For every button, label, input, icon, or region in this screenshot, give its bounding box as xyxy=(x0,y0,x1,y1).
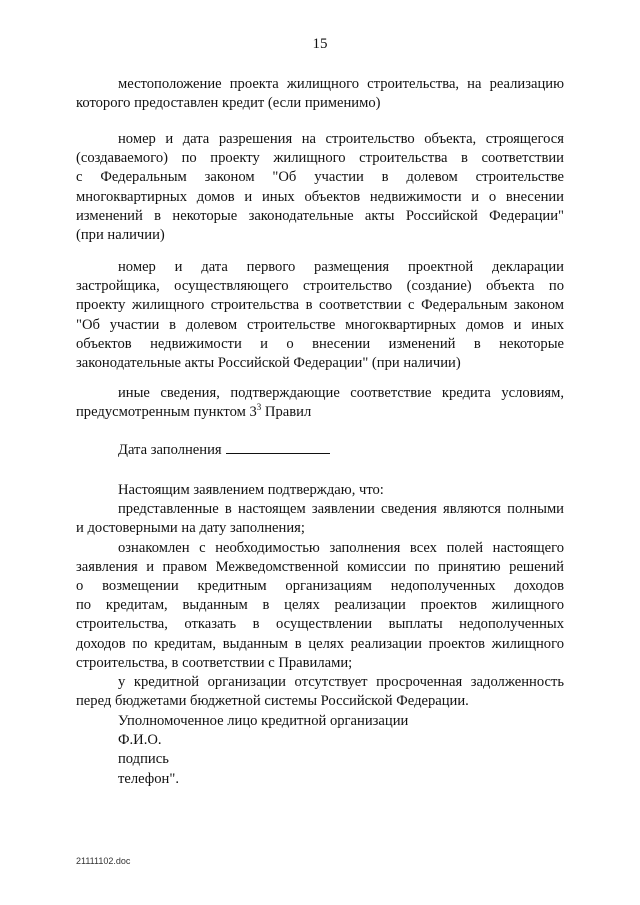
text-line: объектов недвижимости и о внесении изменений в некоторые xyxy=(76,335,564,352)
text-line: и достоверными на дату заполнения; xyxy=(76,520,305,537)
text-line: строительства, в соответствии с Правилами; xyxy=(76,654,353,671)
text-line: доходов по кредитам, выданным в целях реализации проектов жилищного xyxy=(76,635,564,652)
text-line: представленные в настоящем заявлении сведения являются полными xyxy=(118,501,564,518)
text-line: (создаваемого) по проекту жилищного строительства в соответствии xyxy=(76,150,564,167)
text-line: строительства, отказать в осуществлении выплаты недополученных xyxy=(76,616,564,633)
text-line: перед бюджетами бюджетной системы Российской Федерации. xyxy=(76,693,469,710)
text-line: номер и дата разрешения на строительство объекта, строящегося xyxy=(118,131,564,147)
authorized-person: Уполномоченное лицо кредитной организации xyxy=(118,713,409,729)
confirmation-intro: Настоящим заявлением подтверждаю, что: xyxy=(118,482,384,498)
text-line: иные сведения, подтверждающие соответствие кредита условиям, xyxy=(118,385,564,401)
date-label: Дата заполнения xyxy=(118,442,222,458)
text-line: местоположение проекта жилищного строительства, на реализацию xyxy=(118,76,564,92)
text-line: о возмещении кредитным организациям недополученных доходов xyxy=(76,578,564,595)
text-line: у кредитной организации отсутствует просроченная задолженность xyxy=(118,674,564,691)
phone-label: телефон". xyxy=(118,770,179,787)
fio-label: Ф.И.О. xyxy=(118,732,162,749)
text-fragment: Правил xyxy=(261,404,312,421)
text-line: заявления и правом Межведомственной комиссии по принятию решений xyxy=(76,558,564,575)
text-line: по кредитам, выданным в целях реализации проектов жилищного xyxy=(76,597,564,614)
date-field xyxy=(76,439,564,460)
superscript: 3 xyxy=(256,402,262,413)
text-line: с Федеральным законом "Об участии в долевом строительстве xyxy=(76,169,564,186)
text-line: номер и дата первого размещения проектной декларации xyxy=(118,259,564,275)
text-line: застройщика, осуществляющего строительство (создание) объекта по xyxy=(76,278,564,295)
text-fragment: предусмотренным пунктом 3 xyxy=(76,404,257,421)
text-line: (при наличии) xyxy=(76,227,165,244)
document-id: 21111102.doc xyxy=(76,856,131,866)
confirmation-section xyxy=(76,481,564,711)
other-info-item xyxy=(76,384,564,422)
page-number: 15 xyxy=(312,36,328,52)
permit-item xyxy=(76,130,564,245)
text-line: изменений в некоторые законодательные акты Российской Федерации" xyxy=(76,207,564,224)
text-line: которого предоставлен кредит (если применимо) xyxy=(76,95,381,112)
text-line: "Об участии в долевом строительстве многоквартирных домов и иных xyxy=(76,316,564,333)
text-line xyxy=(76,403,564,422)
text-line: законодательные акты Российской Федерации" (при наличии) xyxy=(76,355,461,372)
signature-label: подпись xyxy=(118,751,169,768)
location-item xyxy=(76,75,564,113)
date-line xyxy=(76,439,564,460)
text-line: многоквартирных домов и иных объектов недвижимости и о внесении xyxy=(76,188,564,205)
text-line: проекту жилищного строительства в соответствии с Федеральным законом xyxy=(76,297,564,314)
date-blank[interactable] xyxy=(226,439,330,454)
declaration-item xyxy=(76,258,564,373)
signature-block xyxy=(76,712,564,789)
text-line: ознакомлен с необходимостью заполнения всех полей настоящего xyxy=(118,539,564,556)
